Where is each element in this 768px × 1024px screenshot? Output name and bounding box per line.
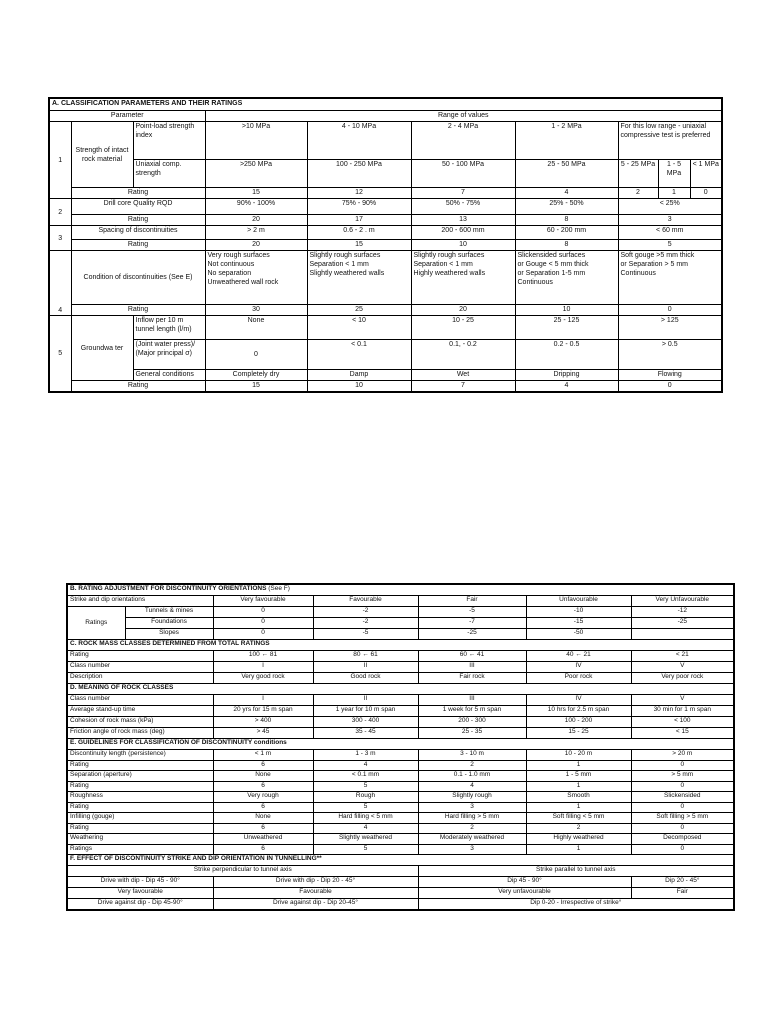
e-rating-cell: 4 [313,824,418,834]
value-cell: >250 MPa [205,160,307,188]
sub-param-label: Inflow per 10 m tunnel length (l/m) [133,316,205,340]
e-param-label: Discontinuity length (persistence) [67,750,213,761]
rating-cell: -12 [631,607,734,618]
value-cell: Soft gouge >5 mm thick or Separation > 5 mm Continuous [618,251,722,305]
c-desc-label: Description [67,673,213,684]
value-cell: III [418,662,526,673]
value-cell: Good rock [313,673,418,684]
f-cell: Dip 0-20 - Irrespective of strike° [418,899,734,911]
rating-cell: 0 [618,305,722,316]
value-cell: I [213,662,313,673]
rating-cell: 10 [411,240,515,251]
value-cell: I [213,695,313,706]
rating-cell: 0 [690,188,722,199]
value-cell: 35 - 45 [313,728,418,739]
value-cell: Slickensided surfaces or Gouge < 5 mm thick or Separation 1-5 mm Continuous [515,251,618,305]
rating-cell: 3 [618,215,722,226]
param-number: 1 [49,122,71,199]
section-b-title-text: B. RATING ADJUSTMENT FOR DISCONTINUITY ORIENTATIONS [70,585,267,592]
e-value-cell: Highly weathered [526,834,631,845]
d-standup-label: Average stand-up time [67,706,213,717]
rating-cell: 20 [205,240,307,251]
value-cell: 1 year for 10 m span [313,706,418,717]
d-friction-label: Friction angle of rock mass (deg) [67,728,213,739]
f-cell: Favourable [213,888,418,899]
value-cell: Very rough surfaces Not continuous No separation Unweathered wall rock [205,251,307,305]
value-cell: < 0.1 [307,340,411,370]
value-cell: Wet [411,370,515,381]
e-rating-cell: 1 [526,845,631,855]
e-rating-cell: 1 [526,803,631,813]
value-cell: 80 ← 61 [313,651,418,662]
value-cell: 100 ← 81 [213,651,313,662]
value-cell: 5 - 25 MPa [618,160,658,188]
c-class-label: Class number [67,662,213,673]
f-cell: Very unfavourable [418,888,631,899]
rating-cell: 7 [411,381,515,393]
param-number: 5 [49,316,71,393]
e-value-cell: Rough [313,792,418,803]
e-rating-cell: 6 [213,845,313,855]
e-rating-cell: 4 [418,782,526,792]
e-value-cell: None [213,771,313,782]
rating-cell: -2 [313,618,418,629]
e-value-cell: Slightly weathered [313,834,418,845]
e-rating-label: Rating [67,803,213,813]
rating-cell: 15 [205,188,307,199]
value-cell: Damp [307,370,411,381]
e-rating-cell: 0 [631,845,734,855]
e-value-cell: < 1 m [213,750,313,761]
value-cell: < 10 [307,316,411,340]
value-cell: 0 [205,340,307,370]
e-rating-cell: 2 [526,824,631,834]
f-perp-header: Strike perpendicular to tunnel axis [67,866,418,877]
value-cell: II [313,662,418,673]
e-value-cell: 1 - 5 mm [526,771,631,782]
value-cell: 25 - 35 [418,728,526,739]
e-rating-cell: 0 [631,761,734,771]
value-cell: III [418,695,526,706]
rating-cell: 0 [213,618,313,629]
e-value-cell: 0.1 - 1.0 mm [418,771,526,782]
param-label: Drill core Quality RQD [71,199,205,215]
rating-cell: 1 [658,188,690,199]
param-label: Condition of discontinuities (See E) [71,251,205,305]
rating-cell: 2 [618,188,658,199]
orientation-header: Unfavourable [526,596,631,607]
rating-cell: 30 [205,305,307,316]
rating-cell: -5 [418,607,526,618]
e-value-cell: None [213,813,313,824]
value-cell: 25% - 50% [515,199,618,215]
rating-label: Rating [71,188,205,199]
sub-param-label: (Joint water press)/ (Major principal σ) [133,340,205,370]
orientation-header: Fair [418,596,526,607]
e-rating-cell: 2 [418,761,526,771]
param-number: 2 [49,199,71,226]
value-cell: None [205,316,307,340]
value-cell: < 60 mm [618,226,722,240]
param-label: Spacing of discontinuities [71,226,205,240]
value-cell: 200 - 600 mm [411,226,515,240]
section-d-title: D. MEANING OF ROCK CLASSES [67,684,734,695]
value-cell: Poor rock [526,673,631,684]
value-cell: V [631,662,734,673]
rock-mass-rating-table [66,583,735,911]
e-value-cell: Unweathered [213,834,313,845]
e-value-cell: Hard filling < 5 mm [313,813,418,824]
e-rating-cell: 6 [213,761,313,771]
f-cell: Dip 20 - 45° [631,877,734,888]
sub-param-label: General conditions [133,370,205,381]
rating-cell: 15 [307,240,411,251]
e-rating-cell: 6 [213,824,313,834]
rating-cell: -5 [313,629,418,640]
rating-cell: 10 [307,381,411,393]
value-cell: 25 - 125 [515,316,618,340]
range-header: Range of values [205,111,722,122]
rating-cell: -50 [526,629,631,640]
value-cell: 25 - 50 MPa [515,160,618,188]
value-cell: 50 - 100 MPa [411,160,515,188]
slopes-label: Slopes [125,629,213,640]
value-cell: > 400 [213,717,313,728]
value-cell: 200 - 300 [418,717,526,728]
orientation-header: Favourable [313,596,418,607]
value-cell: 40 ← 21 [526,651,631,662]
e-rating-label: Rating [67,761,213,771]
e-rating-cell: 3 [418,845,526,855]
value-cell: < 100 [631,717,734,728]
e-value-cell: Soft filling < 5 mm [526,813,631,824]
e-param-label: Separation (aperture) [67,771,213,782]
d-class-label: Class number [67,695,213,706]
d-cohesion-label: Cohesion of rock mass (kPa) [67,717,213,728]
rating-cell: 8 [515,240,618,251]
value-cell: < 1 MPa [690,160,722,188]
value-cell: < 25% [618,199,722,215]
e-value-cell: 10 - 20 m [526,750,631,761]
f-cell: Dip 45 - 90° [418,877,631,888]
rating-cell: -15 [526,618,631,629]
e-param-label: Roughness [67,792,213,803]
rating-label: Rating [71,381,205,393]
rating-cell: -10 [526,607,631,618]
value-cell: Flowing [618,370,722,381]
value-cell: > 125 [618,316,722,340]
rating-label: Rating [71,215,205,226]
e-value-cell: 3 - 10 m [418,750,526,761]
value-cell: Dripping [515,370,618,381]
e-value-cell: Soft filling > 5 mm [631,813,734,824]
value-cell: 75% - 90% [307,199,411,215]
value-cell: > 2 m [205,226,307,240]
e-rating-cell: 3 [418,803,526,813]
param-number: 4 [49,251,71,316]
strike-dip-label: Strike and dip orientations [67,596,213,607]
rating-cell: -25 [418,629,526,640]
e-rating-cell: 5 [313,845,418,855]
value-cell: Fair rock [418,673,526,684]
value-cell: 15 - 25 [526,728,631,739]
e-rating-label: Rating [67,782,213,792]
e-rating-cell: 1 [526,782,631,792]
param-label: Strength of intact rock material [71,122,133,188]
value-cell: > 0.5 [618,340,722,370]
section-f-title: F. EFFECT OF DISCONTINUITY STRIKE AND DIP ORIENTATION IN TUNNELLING** [67,855,734,866]
e-rating-cell: 1 [526,761,631,771]
value-cell: 1 week for 5 m span [418,706,526,717]
table-a-title: A. CLASSIFICATION PARAMETERS AND THEIR RATINGS [49,98,722,111]
rating-cell: 20 [411,305,515,316]
value-cell: >10 MPa [205,122,307,160]
orientation-header: Very favourable [213,596,313,607]
value-cell: Slightly rough surfaces Separation < 1 mm Highly weathered walls [411,251,515,305]
rating-cell [631,629,734,640]
value-cell: 0.6 - 2 . m [307,226,411,240]
rating-cell: 0 [213,629,313,640]
e-param-label: Infilling (gouge) [67,813,213,824]
e-rating-cell: 0 [631,782,734,792]
e-rows-group [67,750,734,855]
rating-cell: -25 [631,618,734,629]
value-cell: IV [526,662,631,673]
f-parallel-header: Strike parallel to tunnel axis [418,866,734,877]
sub-param-label: Point-load strength index [133,122,205,160]
value-cell: 100 - 200 [526,717,631,728]
f-cell: Very favourable [67,888,213,899]
value-cell: 300 - 400 [313,717,418,728]
value-cell: > 45 [213,728,313,739]
parameter-header: Parameter [49,111,205,122]
value-cell: 50% - 75% [411,199,515,215]
value-cell: 100 - 250 MPa [307,160,411,188]
value-cell: Very good rock [213,673,313,684]
value-cell: 1 - 2 MPa [515,122,618,160]
e-rating-cell: 0 [631,824,734,834]
rating-cell: 10 [515,305,618,316]
rating-cell: 17 [307,215,411,226]
param-label: Groundwa ter [71,316,133,381]
e-rating-cell: 6 [213,782,313,792]
rating-cell: 15 [205,381,307,393]
value-cell: 30 min for 1 m span [631,706,734,717]
param-number: 3 [49,226,71,251]
f-cell: Drive with dip - Dip 45 - 90° [67,877,213,888]
c-rating-label: Rating [67,651,213,662]
value-cell: 60 - 200 mm [515,226,618,240]
e-value-cell: Moderately weathered [418,834,526,845]
value-cell: 10 hrs for 2.5 m span [526,706,631,717]
value-cell: Completely dry [205,370,307,381]
rating-cell: 8 [515,215,618,226]
value-cell: 20 yrs for 15 m span [213,706,313,717]
rating-cell: 0 [618,381,722,393]
value-cell: II [313,695,418,706]
value-cell: 4 - 10 MPa [307,122,411,160]
sub-param-label: Uniaxial comp. strength [133,160,205,188]
e-rating-label: Ratings [67,845,213,855]
value-cell: 90% - 100% [205,199,307,215]
f-cell: Drive against dip - Dip 45-90° [67,899,213,911]
classification-parameters-table [48,97,723,393]
section-c-title: C. ROCK MASS CLASSES DETERMINED FROM TOTAL RATINGS [67,640,734,651]
section-e-title: E. GUIDELINES FOR CLASSIFICATION OF DISCONTINUITY conditions [67,739,734,750]
e-value-cell: Very rough [213,792,313,803]
rating-cell: 4 [515,381,618,393]
e-value-cell: > 5 mm [631,771,734,782]
e-rating-label: Rating [67,824,213,834]
e-value-cell: Hard filling > 5 mm [418,813,526,824]
e-rating-cell: 5 [313,803,418,813]
value-cell: < 15 [631,728,734,739]
foundations-label: Foundations [125,618,213,629]
value-cell: < 21 [631,651,734,662]
e-rating-cell: 2 [418,824,526,834]
e-value-cell: > 20 m [631,750,734,761]
value-cell: For this low range - uniaxial compressive test is preferred [618,122,722,160]
value-cell: 0.2 - 0.5 [515,340,618,370]
rating-cell: 0 [213,607,313,618]
orientation-header: Very Unfavourable [631,596,734,607]
value-cell: 10 - 25 [411,316,515,340]
e-value-cell: < 0.1 mm [313,771,418,782]
value-cell: IV [526,695,631,706]
value-cell: Very poor rock [631,673,734,684]
rating-label: Rating [71,305,205,316]
value-cell: 2 - 4 MPa [411,122,515,160]
e-rating-cell: 5 [313,782,418,792]
rating-cell: 7 [411,188,515,199]
f-cell: Fair [631,888,734,899]
e-value-cell: Slightly rough [418,792,526,803]
value-cell: 0.1, - 0.2 [411,340,515,370]
value-cell: 60 ← 41 [418,651,526,662]
rating-cell: 12 [307,188,411,199]
tunnels-label: Tunnels & mines [125,607,213,618]
rating-cell: 5 [618,240,722,251]
e-value-cell: Slickensided [631,792,734,803]
f-cell: Drive against dip - Dip 20-45° [213,899,418,911]
value-cell: Slightly rough surfaces Separation < 1 mm Slightly weathered walls [307,251,411,305]
section-b-title-suffix: (See F) [268,585,290,592]
ratings-label: Ratings [67,607,125,640]
e-rating-cell: 0 [631,803,734,813]
e-param-label: Weathering [67,834,213,845]
value-cell: V [631,695,734,706]
rating-cell: 13 [411,215,515,226]
rating-cell: 25 [307,305,411,316]
e-rating-cell: 4 [313,761,418,771]
f-cell: Drive with dip - Dip 20 - 45° [213,877,418,888]
e-value-cell: 1 - 3 m [313,750,418,761]
e-value-cell: Smooth [526,792,631,803]
e-rating-cell: 6 [213,803,313,813]
section-b-title [67,584,734,596]
rating-cell: 20 [205,215,307,226]
e-value-cell: Decomposed [631,834,734,845]
rating-cell: -2 [313,607,418,618]
rating-cell: 4 [515,188,618,199]
value-cell: 1 - 5 MPa [658,160,690,188]
rating-label: Rating [71,240,205,251]
rating-cell: -7 [418,618,526,629]
